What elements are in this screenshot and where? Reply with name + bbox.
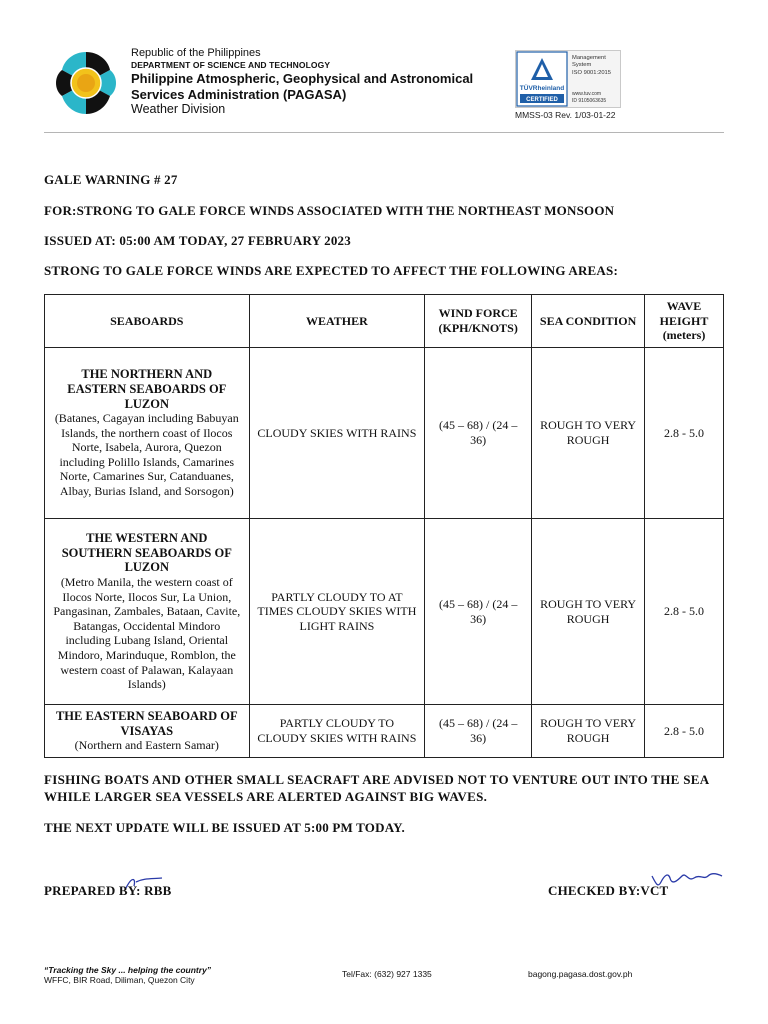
table-row [45, 519, 724, 705]
area-name: THE NORTHERN AND EASTERN SEABOARDS OF LUZON [67, 367, 227, 411]
footer-telfax: Tel/Fax: (632) 927 1335 [342, 969, 432, 979]
sea-condition-cell: ROUGH TO VERY ROUGH [532, 348, 645, 519]
agency-name-line2: Services Administration (PAGASA) [131, 87, 347, 102]
seaboard-cell [45, 348, 250, 519]
checked-by-signature-icon [648, 868, 726, 894]
header-sea-condition: SEA CONDITION [532, 295, 645, 348]
document-code: MMSS-03 Rev. 1/03-01-22 [515, 110, 616, 120]
agency-block [131, 47, 473, 117]
advisory-text: FISHING BOATS AND OTHER SMALL SEACRAFT ARE ADVISED NOT TO VENTURE OUT INTO THE SEA WHILE LARGER SEA VESSELS ARE ALERTED AGAINST BIG WAVES. [44, 772, 709, 804]
division-text: Weather Division [131, 102, 226, 116]
footer-website: bagong.pagasa.dost.gov.ph [528, 969, 633, 979]
footer-address: WFFC, BIR Road, Diliman, Quezon City [44, 975, 195, 985]
svg-text:System: System [572, 62, 592, 68]
next-update-text: THE NEXT UPDATE WILL BE ISSUED AT 5:00 PM TODAY. [44, 820, 405, 835]
seaboard-cell [45, 705, 250, 758]
wind-force-cell: (45 – 68) / (24 – 36) [425, 705, 532, 758]
warning-subject: FOR:STRONG TO GALE FORCE WINDS ASSOCIATED WITH THE NORTHEAST MONSOON [44, 203, 615, 218]
wind-force-cell: (45 – 68) / (24 – 36) [425, 348, 532, 519]
area-coverage: (Batanes, Cagayan including Babuyan Islands, the northern coast of Ilocos Norte, Isabela, Aurora, Quezon including Polillo Islands, Camarines Norte, Camarines Sur, Catanduanes, Albay, Burias Island, and Sorsogon) [54, 411, 239, 499]
agency-name-line1: Philippine Atmospheric, Geophysical and Astronomical [131, 71, 474, 86]
header-wind-force: WIND FORCE (KPH/KNOTS) [425, 295, 532, 348]
area-coverage: (Northern and Eastern Samar) [74, 738, 219, 753]
sea-condition-cell: ROUGH TO VERY ROUGH [532, 519, 645, 705]
prepared-by-signature-icon [122, 872, 166, 892]
cert-standard: ISO 9001:2015 [572, 70, 611, 76]
svg-text:Management: Management [572, 55, 606, 61]
department-text: DEPARTMENT OF SCIENCE AND TECHNOLOGY [131, 60, 331, 70]
gale-warning-number: GALE WARNING # 27 [44, 172, 178, 187]
header-weather: WEATHER [249, 295, 425, 348]
weather-cell: PARTLY CLOUDY TO CLOUDY SKIES WITH RAINS [249, 705, 425, 758]
area-coverage: (Metro Manila, the western coast of Ilocos Norte, Ilocos Sur, La Union, Pangasinan, Zambales, Bataan, Cavite, Batangas, Occidental Mindoro including Lubang Island, Oriental Mindoro, Marinduque, Romblon, the western coast of Palawan, Kalayaan Islands) [53, 575, 241, 692]
wave-height-cell: 2.8 - 5.0 [645, 705, 724, 758]
header-wave-height: WAVE HEIGHT (meters) [645, 295, 724, 348]
pagasa-logo-icon [50, 50, 122, 116]
affected-areas-intro: STRONG TO GALE FORCE WINDS ARE EXPECTED TO AFFECT THE FOLLOWING AREAS: [44, 263, 618, 278]
iso-certification-icon [515, 50, 621, 108]
republic-text: Republic of the Philippines [131, 47, 261, 59]
checked-by: CHECKED BY:VCT [548, 883, 669, 898]
header-seaboards: SEABOARDS [45, 295, 250, 348]
table-header-row [45, 295, 724, 348]
wave-height-cell: 2.8 - 5.0 [645, 519, 724, 705]
table-row [45, 705, 724, 758]
area-name: THE WESTERN AND SOUTHERN SEABOARDS OF LUZON [61, 531, 232, 575]
weather-cell: PARTLY CLOUDY TO AT TIMES CLOUDY SKIES WITH LIGHT RAINS [249, 519, 425, 705]
wind-force-cell: (45 – 68) / (24 – 36) [425, 519, 532, 705]
wave-height-cell: 2.8 - 5.0 [645, 348, 724, 519]
prepared-by: PREPARED BY: RBB [44, 883, 172, 898]
sea-condition-cell: ROUGH TO VERY ROUGH [532, 705, 645, 758]
area-name: THE EASTERN SEABOARD OF VISAYAS [55, 709, 238, 738]
cert-id: ID 9105063635 [572, 98, 607, 104]
weather-cell: CLOUDY SKIES WITH RAINS [249, 348, 425, 519]
cert-url: www.tuv.com [572, 91, 602, 97]
gale-warning-table [44, 294, 724, 758]
cert-badge: CERTIFIED [526, 97, 558, 103]
table-row [45, 348, 724, 519]
footer-slogan: “Tracking the Sky ... helping the country” [44, 965, 212, 975]
issued-at: ISSUED AT: 05:00 AM TODAY, 27 FEBRUARY 2023 [44, 233, 351, 248]
header-divider [44, 132, 724, 133]
letterhead [0, 0, 768, 135]
cert-brand: TÜVRheinland [519, 85, 565, 92]
seaboard-cell [45, 519, 250, 705]
